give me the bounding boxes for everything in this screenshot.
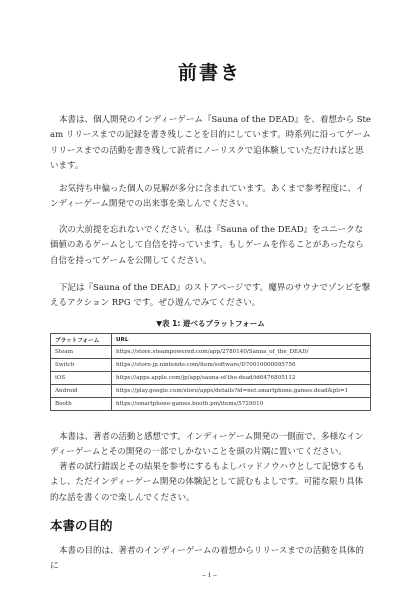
section-paragraph: 本書の目的は、著者のインディーゲームの着想からリリースまでの活動を具体的に [50,546,364,572]
platform-url-link[interactable]: https://store.steampowered.com/app/2780140/Sanna_of_the_DEAD/ [112,346,371,359]
store-page-paragraph: 下記は『Sauna of the DEAD』のストアページです。魔界のサウナでゾンビを撃えるアクション RPG です。ぜひ遊んでみてください。 [50,283,371,309]
platform-name: iOS [51,372,112,385]
disclaimer-paragraph: お気持ち申偏った個人の見解が多分に含まれています。あくまで参考程度に、インディーゲーム開発での出来事を楽しんでください。 [50,184,365,210]
platform-name: Android [51,385,112,398]
header-platform: プラットフォーム [51,334,112,346]
page-title: 前書き [177,62,241,84]
platform-name: Steam [51,346,112,359]
book-nature-paragraph: 本書は、著者の活動と感想です。インディーゲーム開発の一側面で、多様なインディーゲームとその開発の一部でしかないことを頭の片隅に置いてください。 [50,432,364,458]
table-row [51,359,371,372]
platform-url-link[interactable]: https://apps.apple.com/jp/app/sauna-of-the-dead/id6476805112 [112,372,371,385]
table-caption: ▼表 1: 遊べるプラットフォーム [156,319,265,328]
platform-table [50,333,371,411]
intro-paragraph: 本書は、個人開発のインディーゲーム『Sauna of the DEAD』を、着想から Steam リリースまでの記録を書き残しことを目的にしています。時系列に沿ってゲームリリースまでの活動を書き残して読者にノーリスクで追体験していただければと思います。 [50,115,371,171]
platform-name: Booth [51,398,112,411]
table-row [51,346,371,359]
table-row [51,385,371,398]
table-row [51,372,371,385]
header-url: URL [112,334,371,346]
platform-url-link[interactable]: https://store-jp.nintendo.com/item/software/D70010000095756 [112,359,371,372]
section-heading: 本書の目的 [50,518,113,533]
platform-name: Switch [51,359,112,372]
page-number: – i – [202,570,217,579]
premise-paragraph: 次の大前提を忘れないでください。私は『Sauna of the DEAD』をユニークな価値のあるゲームとして自信を持っています。もしゲームを作ることがあったなら自信を持ってゲームを公開してください。 [50,225,364,266]
platform-url-link[interactable]: https://smartphone-games.booth.pm/items/5729010 [112,398,371,411]
platform-url-link[interactable]: https://play.google.com/store/apps/details?id=net.smartphone.games.dead&pli=1 [112,385,371,398]
reading-guide-paragraph: 著者の試行錯誤とその結果を参考にするもよしバッドノウハウとして記憶するもよし、ただインディーゲーム開発の体験記として読むもよしです。可能な限り具体的な話を書くので楽しんでください。 [50,462,365,503]
table-row [51,398,371,411]
table-header-row [51,334,371,346]
